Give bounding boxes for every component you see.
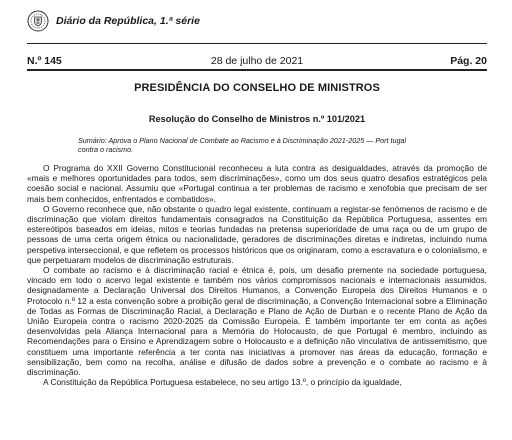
paragraph-3: O combate ao racismo e à discriminação racial e étnica é, pois, um desafio premente na sociedade portuguesa, vincado em todo o acervo legal existente e também nos vários compromissos nacionais e internacionais assumidos, designadamente a Declaração Universal dos Direitos Humanos, a Convenção Europeia dos Direitos Humanos e o Protocolo n.º 12 a esta convenção sobre a proibição geral de discriminação, a Convenção Internacional sobre a Eliminação de Todas as Formas de Discriminação Racial, a Declaração e Plano de Ação de Durban e o recente Plano de Ação da União Europeia contra o racismo 2020-2025 da Comissão Europeia. É também importante ter em conta as ações desenvolvidas pela Aliança Internacional para a Memória do Holocausto, de que Portugal é membro, incluindo as Recomendações para o Ensino e Aprendizagem sobre o Holocausto e a definição não vinculativa de antissemitismo, que constituem uma importante referência a ter conta nas iniciativas a promover nas áreas da educação, formação e sensibilização, bem como na recolha, análise e difusão de dados sobre a prevenção e o combate ao racismo e à discriminação. <box>27 265 487 378</box>
section-title: PRESIDÊNCIA DO CONSELHO DE MINISTROS <box>134 82 380 94</box>
paragraph-1: O Programa do XXII Governo Constitucional reconheceu a luta contra as desigualdades, através da promoção de «mais e melhores oportunidades para todos, sem discriminações», como um dos seus quatro desafios estratégicos pela coesão social e nacional. Assumiu que «Portugal continua a ter problemas de racismo e xenofobia que precisam de ser mais bem conhecidos, enfrentados e combatidos». <box>27 163 487 204</box>
issue-number: N.º 145 <box>27 55 62 67</box>
journal-title: Diário da República, 1.ª série <box>56 15 200 27</box>
header-bottom-rule <box>27 69 487 71</box>
document-body <box>27 82 487 387</box>
paragraph-4: A Constituição da República Portuguesa estabelece, no seu artigo 13.º, o princípio da igualdade, <box>43 377 402 388</box>
page-number: Pág. 20 <box>450 55 487 67</box>
summary: Sumário: Aprova o Plano Nacional de Combate ao Racismo e à Discriminação 2021-2025 — Port tugal contra o racismo. <box>78 136 407 154</box>
masthead <box>27 10 200 32</box>
republic-coat-of-arms-icon <box>27 10 49 32</box>
resolution-title: Resolução do Conselho de Ministros n.º 101/2021 <box>148 114 366 124</box>
header-top-rule <box>27 43 487 44</box>
issue-date: 28 de julho de 2021 <box>210 55 304 67</box>
paragraph-2: O Governo reconhece que, não obstante o quadro legal existente, continuam a registar-se fenómenos de racismo e de discriminação que violam direitos fundamentais consagrados na Constituição da República Portuguesa, assentes em estereótipos baseados em ideias, mitos e teorias fundadas na pretensa superioridade de uma raça ou de um grupo de pessoas de uma certa origem étnica ou nacionalidade, geradores de discriminações diretas e indiretas, incluindo numa perspetiva interseccional, e que refletem os processos históricos que os originaram, como a escravatura e o colonialismo, e que perpetuaram modelos de discriminação estruturais. <box>27 203 487 265</box>
